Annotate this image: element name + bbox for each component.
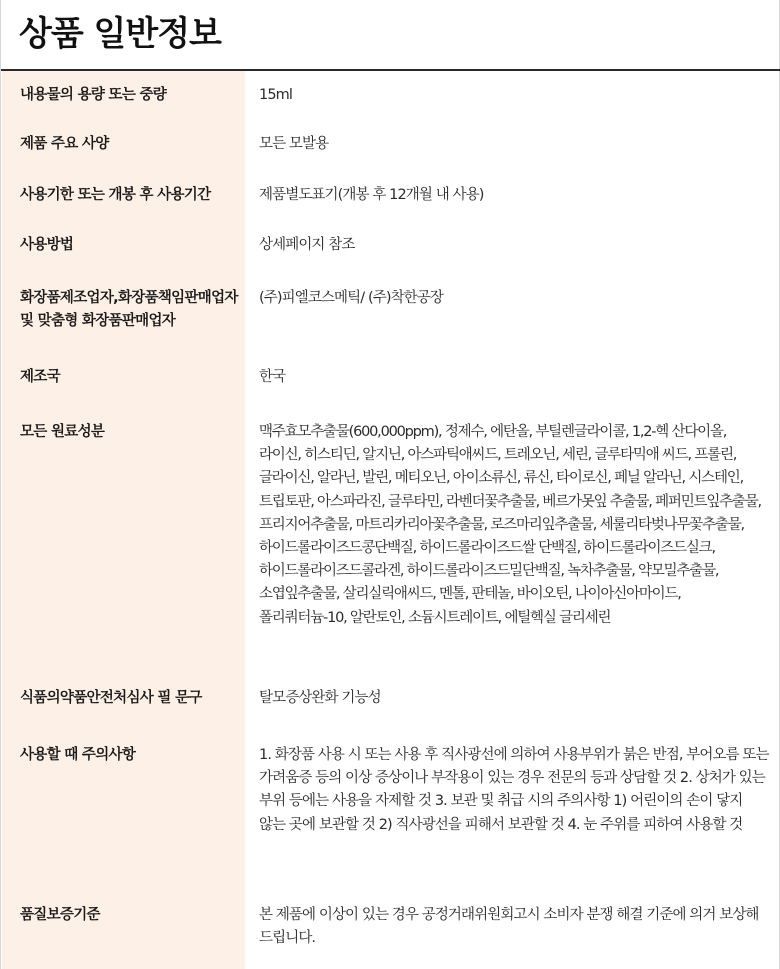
row-label: 식품의약품안전처심사 필 문구 [20, 690, 202, 706]
row-label: 사용방법 [20, 237, 74, 253]
row-value: 맥주효모추출물(600,000ppm), 정제수, 에탄올, 부틸렌글라이콜, 1,2-헥 산다이올, 라이신, 히스티딘, 알지닌, 아스파틱애씨드, 트레오닌, 세린, 글루타믹애 씨드, 프롤린, 글라이신, 알라닌, 발린, 메티오닌, 아이소류신, 류신, 타이로신, 페닐 알라닌, 시스테인, 트립토판, 아스파라진, 글루타민, 라벤더꽃추출물, 베르가못잎 추출물, 페퍼민트잎추출물, 프리지어추출물, 마트리카리아꽃추출물, 로즈마리잎추출물, 세룰리타벚나무꽃추출물, 하이드롤라이즈드콩단백질, 하이드롤라이즈드쌀 단백질, 하이드롤라이즈드실크, 하이드롤라이즈드콜라겐, 하이드롤라이즈드밀단백질, 녹차추출물, 약모밀추출물, 소엽잎추출물, 살리실릭애씨드, 멘톨, 판테놀, 바이오틴, 나이아신아마이드, 폴리쿼터늄-10, 알란토인, 소듐시트레이트, 에틸헥실 글리세린 [259, 424, 761, 626]
row-label: 모든 원료성분 [20, 424, 105, 440]
row-label: 화장품제조업자,화장품책임판매업자 및 맞춤형 화장품판매업자 [20, 290, 238, 329]
row-value: 본 제품에 이상이 있는 경우 공정거래위원회고시 소비자 분쟁 해결 기준에 의거 보상해 드립니다. [259, 907, 759, 947]
row-value: 모든 모발용 [259, 136, 329, 152]
row-label: 내용물의 용량 또는 중량 [20, 87, 167, 103]
row-value: 한국 [259, 369, 286, 385]
row-label: 사용기한 또는 개봉 후 사용기간 [20, 187, 211, 203]
page-title: 상품 일반정보 [19, 14, 221, 54]
row-label: 제품 주요 사양 [20, 136, 109, 152]
row-value: 제품별도표기(개봉 후 12개월 내 사용) [259, 187, 484, 203]
row-label: 사용할 때 주의사항 [20, 747, 136, 763]
row-value: 15ml [259, 87, 293, 103]
row-label: 제조국 [20, 369, 60, 385]
row-value: 1. 화장품 사용 시 또는 사용 후 직사광선에 의하여 사용부위가 붉은 반점, 부어오름 또는 가려움증 등의 이상 증상이나 부작용이 있는 경우 전문의 등과 상담할 것 2. 상처가 있는 부위 등에는 사용을 자제할 것 3. 보관 및 취급 시의 주의사항 1) 어린이의 손이 닿지 않는 곳에 보관할 것 2) 직사광선을 피해서 보관할 것 4. 눈 주위를 피하여 사용할 것 [259, 747, 769, 833]
row-value: 상세페이지 참조 [259, 237, 355, 253]
row-value: 탈모증상완화 기능성 [259, 690, 381, 706]
row-label: 품질보증기준 [20, 907, 100, 923]
row-value: (주)피엘코스메틱/ (주)착한공장 [259, 290, 444, 306]
